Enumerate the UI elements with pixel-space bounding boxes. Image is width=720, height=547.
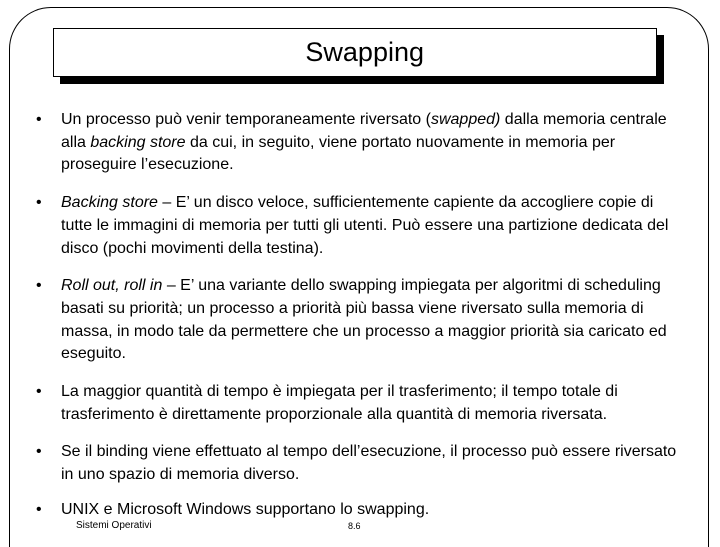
bullet-item-roll-out-roll-in	[36, 275, 686, 366]
bullet-text: dalla memoria centrale alla	[61, 111, 667, 151]
footer-course-name: Sistemi Operativi	[76, 520, 152, 531]
bullet-emphasis: swapped)	[430, 111, 501, 128]
bullet-text: UNIX e Microsoft Windows supportano lo swapping.	[61, 500, 430, 518]
bullet-text: da cui, in seguito, viene portato nuovamente in memoria per proseguire l’esecuzione.	[61, 133, 616, 174]
bullet-text: – E’ una variante dello swapping impiegata per algoritmi di scheduling basati su priorità; un processo a priorità più bassa viene riversato sulla memoria di massa, in modo tale da permettere che un processo a maggior priorità sia caricato ed eseguito.	[61, 277, 667, 363]
bullet-text: Un processo può venir temporaneamente riversato (	[61, 111, 431, 128]
bullet-icon: •	[36, 443, 42, 461]
bullet-icon: •	[36, 111, 42, 128]
bullet-emphasis: Backing store	[61, 194, 158, 212]
bullet-emphasis: Roll out, roll in	[61, 277, 163, 295]
bullet-item-backing-store	[36, 192, 686, 260]
bullet-icon: •	[36, 277, 42, 295]
bullet-text: La maggior quantità di tempo è impiegata per il trasferimento; il tempo totale di trasferimento è direttamente proporzionale alla quantità di memoria riversata.	[61, 383, 618, 423]
bullet-list	[36, 109, 686, 522]
footer-page-number: 8.6	[348, 521, 361, 531]
bullet-item-swapping-definition	[36, 109, 686, 177]
bullet-text: – E’ un disco veloce, sufficientemente capiente da accogliere copie di tutte le immagini di memoria per tutti gli utenti. Può essere una partizione dedicata del disco (pochi movimenti della testina).	[61, 194, 669, 257]
bullet-item-transfer-time	[36, 381, 686, 426]
bullet-text: Se il binding viene effettuato al tempo dell’esecuzione, il processo può essere riversato in uno spazio di memoria diverso.	[61, 443, 677, 484]
bullet-emphasis: backing store	[90, 133, 186, 151]
bullet-icon: •	[36, 383, 42, 401]
bullet-icon: •	[36, 500, 42, 518]
title-box	[53, 28, 657, 77]
slide-title: Swapping	[305, 37, 424, 67]
bullet-item-os-support	[36, 499, 686, 522]
bullet-icon: •	[36, 194, 42, 212]
bullet-item-binding	[36, 441, 686, 486]
